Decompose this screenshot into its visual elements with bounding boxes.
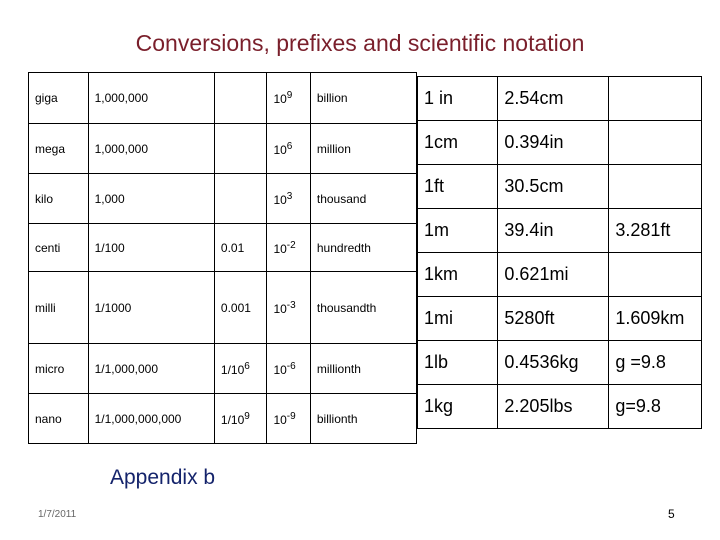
equivalent-cell: 0.4536kg <box>498 341 609 385</box>
table-row <box>418 253 702 297</box>
name-cell: million <box>310 124 416 174</box>
unit-cell: 1kg <box>418 385 498 429</box>
table-row <box>418 209 702 253</box>
conversion-table <box>417 76 702 429</box>
extra-cell <box>609 121 702 165</box>
power-exponent: -9 <box>286 410 296 422</box>
table-row <box>29 73 417 124</box>
footer-date: 1/7/2011 <box>38 509 77 520</box>
power-exponent: -6 <box>286 360 296 372</box>
table-row <box>29 344 417 394</box>
table-row <box>418 121 702 165</box>
prefix-cell: milli <box>29 272 89 344</box>
unit-cell: 1km <box>418 253 498 297</box>
value-cell: 1/1,000,000,000 <box>88 394 214 444</box>
page-title: Conversions, prefixes and scientific notation <box>135 30 585 56</box>
equivalent-cell: 39.4in <box>498 209 609 253</box>
equivalent-cell: 0.394in <box>498 121 609 165</box>
extra-cell: g =9.8 <box>609 341 702 385</box>
unit-cell: 1ft <box>418 165 498 209</box>
power-cell <box>267 73 310 124</box>
equivalent-cell: 2.205lbs <box>498 385 609 429</box>
table-row <box>29 224 417 272</box>
power-base: 10 <box>273 362 287 377</box>
extra-cell: 3.281ft <box>609 209 702 253</box>
prefix-cell: giga <box>29 73 89 124</box>
decimal-cell <box>214 344 267 394</box>
page-number: 5 <box>668 507 675 521</box>
power-cell <box>267 174 310 224</box>
power-cell <box>267 344 310 394</box>
unit-cell: 1m <box>418 209 498 253</box>
prefix-cell: centi <box>29 224 89 272</box>
table-row <box>29 124 417 174</box>
name-cell: hundredth <box>310 224 416 272</box>
equivalent-cell: 30.5cm <box>498 165 609 209</box>
extra-cell <box>609 165 702 209</box>
table-row <box>418 165 702 209</box>
value-cell: 1/1000 <box>88 272 214 344</box>
value-cell: 1/100 <box>88 224 214 272</box>
power-cell <box>267 272 310 344</box>
decimal-cell <box>214 73 267 124</box>
power-exponent: 3 <box>286 190 293 202</box>
power-exponent: 6 <box>286 140 293 152</box>
equivalent-cell: 5280ft <box>498 297 609 341</box>
table-row <box>29 174 417 224</box>
name-cell: thousandth <box>310 272 416 344</box>
power-base: 10 <box>273 241 287 256</box>
appendix-label: Appendix b <box>110 466 216 489</box>
decimal-cell: 0.001 <box>214 272 267 344</box>
table-row <box>29 394 417 444</box>
decimal-cell <box>214 174 267 224</box>
equivalent-cell: 2.54cm <box>498 77 609 121</box>
table-row <box>418 297 702 341</box>
prefix-cell: nano <box>29 394 89 444</box>
table-row <box>418 77 702 121</box>
value-cell: 1,000,000 <box>88 73 214 124</box>
unit-cell: 1cm <box>418 121 498 165</box>
power-base: 10 <box>273 142 287 157</box>
table-row <box>418 385 702 429</box>
prefix-cell: kilo <box>29 174 89 224</box>
extra-cell: g=9.8 <box>609 385 702 429</box>
extra-cell <box>609 253 702 297</box>
power-exponent: -2 <box>286 239 296 251</box>
unit-cell: 1 in <box>418 77 498 121</box>
power-cell <box>267 394 310 444</box>
power-base: 10 <box>273 192 287 207</box>
power-exponent: -3 <box>286 299 296 311</box>
unit-cell: 1mi <box>418 297 498 341</box>
power-base: 10 <box>273 301 287 316</box>
name-cell: billion <box>310 73 416 124</box>
value-cell: 1,000 <box>88 174 214 224</box>
equivalent-cell: 0.621mi <box>498 253 609 297</box>
decimal-base: 1/10 <box>220 362 245 377</box>
table-row <box>29 272 417 344</box>
unit-cell: 1lb <box>418 341 498 385</box>
value-cell: 1,000,000 <box>88 124 214 174</box>
decimal-cell: 0.01 <box>214 224 267 272</box>
name-cell: millionth <box>310 344 416 394</box>
prefix-cell: micro <box>29 344 89 394</box>
power-base: 10 <box>273 412 287 427</box>
table-row <box>418 341 702 385</box>
power-exponent: 9 <box>286 90 293 101</box>
power-base: 10 <box>273 92 287 106</box>
name-cell: billionth <box>310 394 416 444</box>
power-cell <box>267 124 310 174</box>
decimal-cell <box>214 124 267 174</box>
decimal-exponent: 6 <box>244 360 250 372</box>
power-cell <box>267 224 310 272</box>
decimal-base: 1/10 <box>220 412 245 427</box>
prefix-cell: mega <box>29 124 89 174</box>
decimal-cell <box>214 394 267 444</box>
decimal-exponent: 9 <box>244 410 250 422</box>
extra-cell: 1.609km <box>609 297 702 341</box>
prefix-table <box>28 72 417 444</box>
extra-cell <box>609 77 702 121</box>
value-cell: 1/1,000,000 <box>88 344 214 394</box>
name-cell: thousand <box>310 174 416 224</box>
